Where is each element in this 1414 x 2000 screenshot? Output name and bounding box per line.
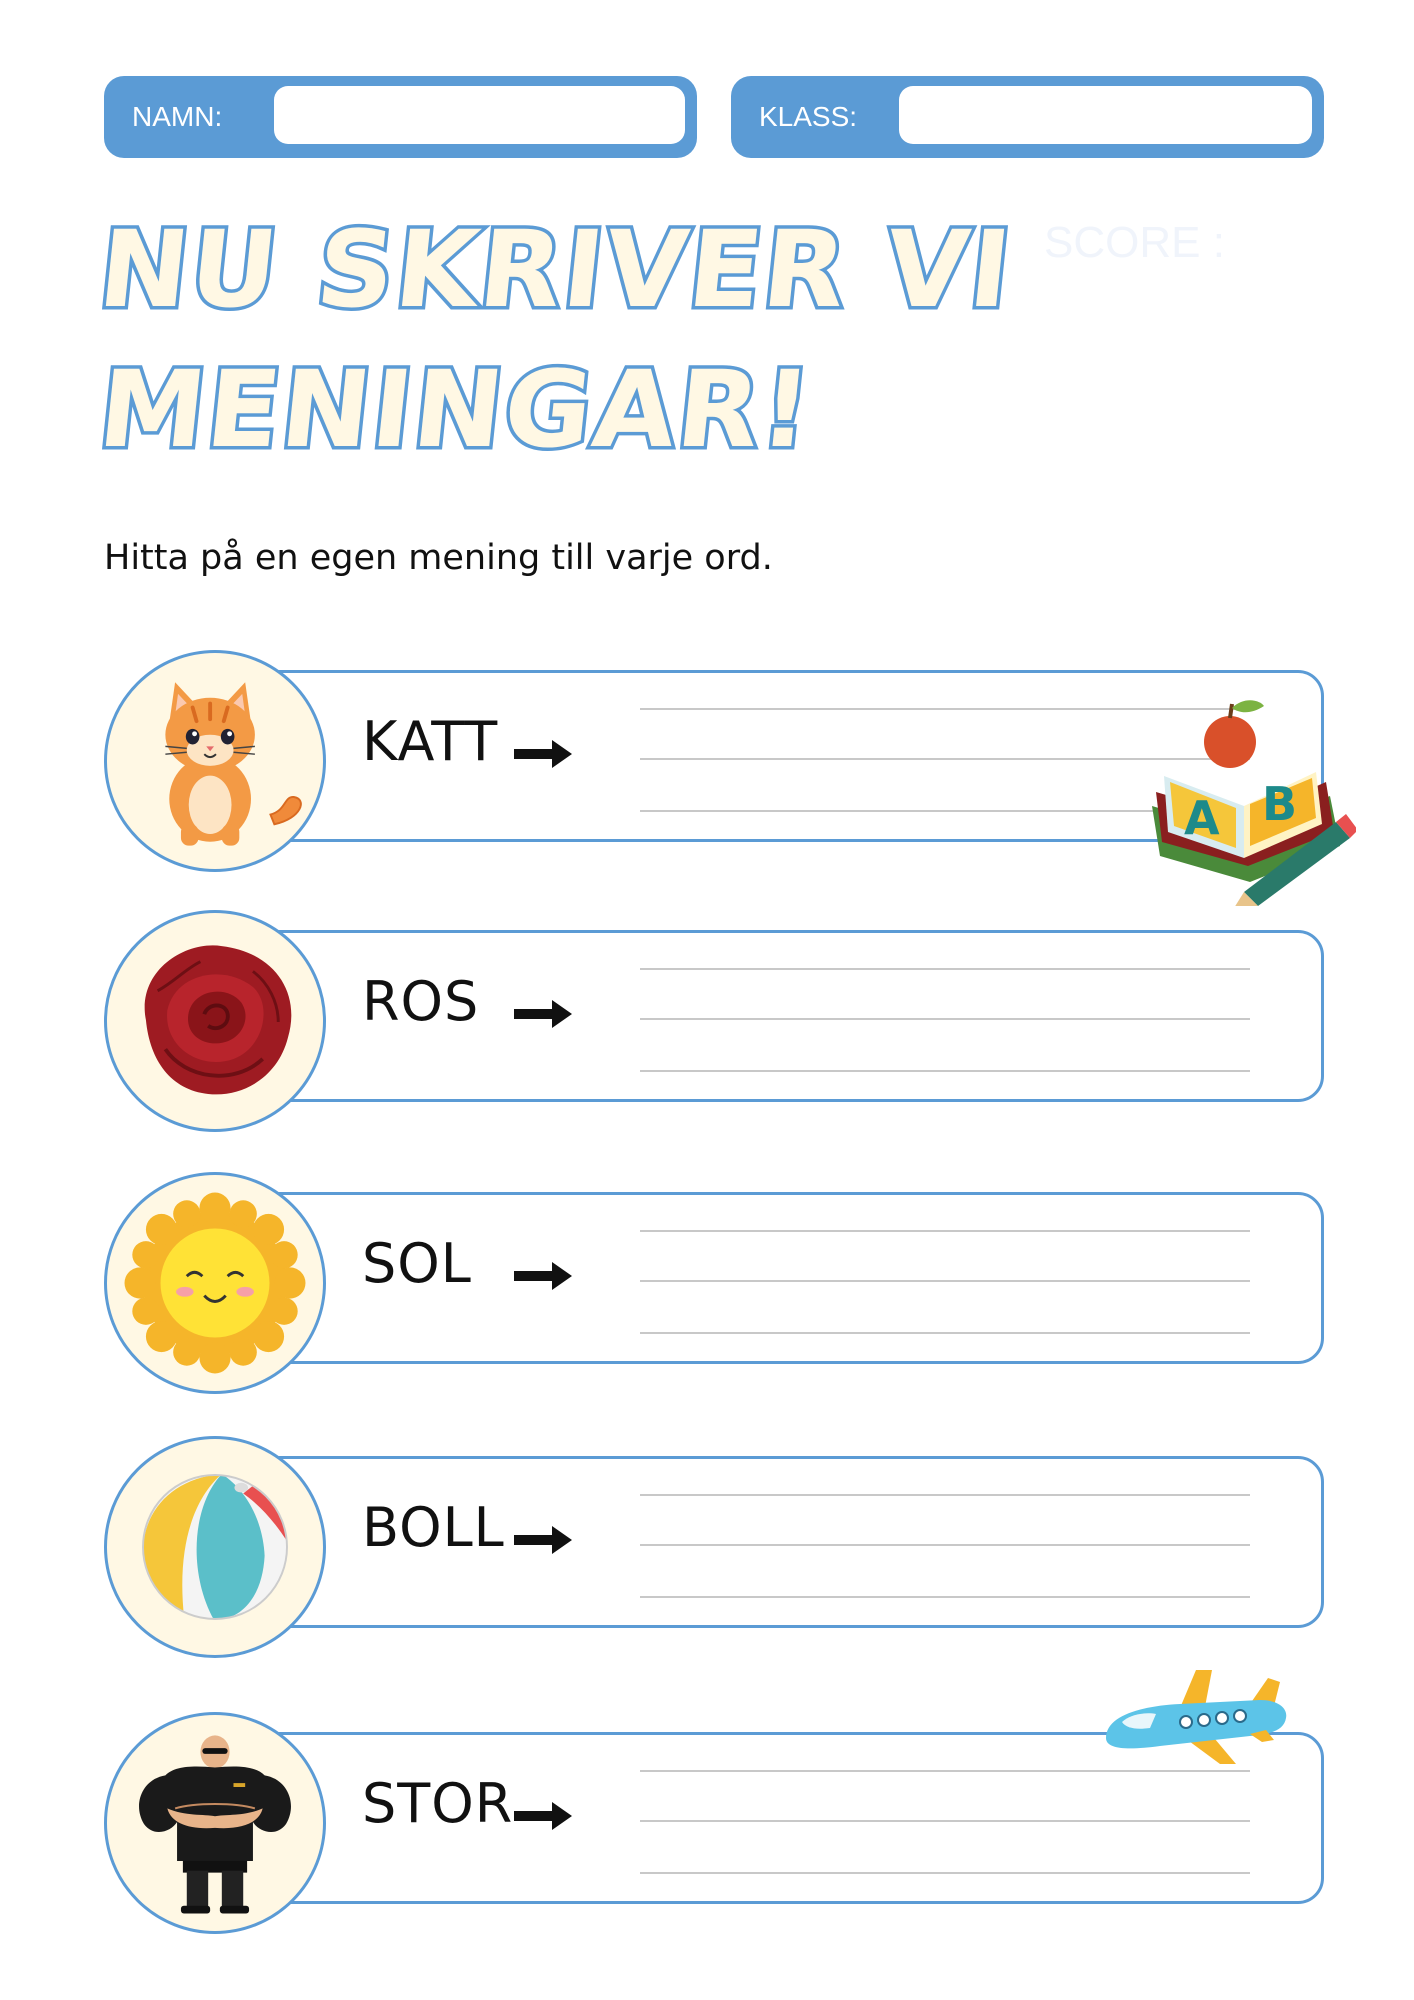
word-row-sol	[104, 1172, 1324, 1398]
arrow-right-icon	[514, 738, 572, 770]
name-label: NAMN:	[132, 101, 223, 132]
book-letter-a: A	[1184, 791, 1220, 845]
writing-line[interactable]	[640, 1332, 1250, 1334]
airplane-icon	[1100, 1668, 1290, 1784]
strongman-icon	[104, 1712, 326, 1934]
name-field[interactable]	[274, 86, 685, 144]
word-label: KATT	[362, 710, 499, 773]
word-row-boll	[104, 1436, 1324, 1662]
word-label: STOR	[362, 1772, 514, 1835]
writing-line[interactable]	[640, 1596, 1250, 1598]
class-field[interactable]	[899, 86, 1312, 144]
writing-line[interactable]	[640, 1544, 1250, 1546]
name-pill	[104, 76, 697, 158]
class-pill	[731, 76, 1324, 158]
writing-line[interactable]	[640, 1280, 1250, 1282]
writing-line[interactable]	[640, 1494, 1250, 1496]
page-title-line-2: MENINGAR!	[93, 348, 819, 471]
arrow-right-icon	[514, 1260, 572, 1292]
ball-icon	[104, 1436, 326, 1658]
word-label: SOL	[362, 1232, 472, 1295]
arrow-right-icon	[514, 1800, 572, 1832]
cat-icon	[104, 650, 326, 872]
class-label: KLASS:	[759, 101, 858, 132]
book-letter-b: B	[1262, 777, 1298, 831]
arrow-right-icon	[514, 998, 572, 1030]
writing-line[interactable]	[640, 1820, 1250, 1822]
word-label: BOLL	[362, 1496, 505, 1559]
page-title-line-1: NU SKRIVER VI	[93, 208, 1019, 331]
rose-icon	[104, 910, 326, 1132]
arrow-right-icon	[514, 1524, 572, 1556]
writing-line[interactable]	[640, 1018, 1250, 1020]
writing-line[interactable]	[640, 1872, 1250, 1874]
instruction-text: Hitta på en egen mening till varje ord.	[104, 538, 773, 578]
writing-line[interactable]	[640, 968, 1250, 970]
abc-book-icon	[1140, 696, 1356, 906]
score-label: SCORE :	[1044, 218, 1225, 267]
writing-line[interactable]	[640, 1230, 1250, 1232]
word-row-ros	[104, 910, 1324, 1136]
sun-icon	[104, 1172, 326, 1394]
writing-line[interactable]	[640, 1070, 1250, 1072]
word-label: ROS	[362, 970, 480, 1033]
